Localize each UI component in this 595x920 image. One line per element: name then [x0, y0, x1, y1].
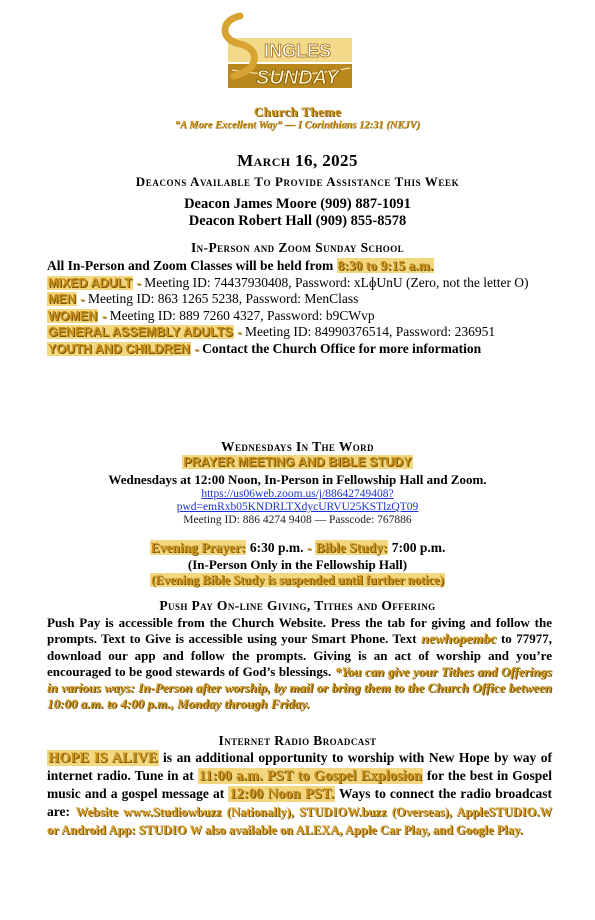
- intro-text: All In-Person and Zoom Classes will be held from: [47, 258, 337, 273]
- radio-text-2: for the best in Gospel music and a gospel message at: [47, 768, 552, 801]
- sunday-school-heading: In-Person and Zoom Sunday School: [191, 240, 404, 255]
- radio-time-2: 12:00 Noon PST.: [229, 786, 335, 802]
- wednesday-heading: Wednesdays In The Word: [221, 439, 374, 454]
- evening-location: (In-Person Only in the Fellowship Hall): [187, 557, 408, 572]
- deacon-line-1: Deacon James Moore (909) 887-1091: [184, 196, 411, 212]
- sunday-school-body: [47, 258, 552, 357]
- deacon-line-2: Deacon Robert Hall (909) 855-8578: [188, 213, 407, 229]
- bible-study-time: 7:00 p.m.: [388, 540, 446, 555]
- theme-verse: “A More Excellent Way” — I Corinthians 12:31 (NKJV): [174, 120, 421, 131]
- radio-text-1: is an additional opportunity to worship with New Hope by way of internet radio. Tune in at: [47, 750, 552, 783]
- class-mixed-adult: [47, 275, 552, 292]
- class-info: Meeting ID: 74437930408, Password: xLɸUnU (Zero, not the letter O): [144, 274, 529, 290]
- class-men: [47, 291, 552, 308]
- push-pay-heading: Push Pay On-line Giving, Tithes and Offering: [159, 598, 436, 613]
- class-sep: -: [133, 274, 145, 290]
- class-youth-children: [47, 341, 552, 358]
- class-info: Contact the Church Office for more information: [202, 340, 482, 356]
- radio-text-3: Ways to connect the radio broadcast are:: [47, 786, 552, 819]
- class-label: YOUTH AND CHILDREN: [48, 341, 190, 356]
- wednesday-meeting-id: Meeting ID: 886 4274 9408 — Passcode: 767886: [183, 514, 412, 526]
- bible-study-label: Bible Study:: [315, 540, 388, 555]
- class-label: MIXED ADULT: [48, 275, 133, 290]
- wednesday-subheading: PRAYER MEETING AND BIBLE STUDY: [183, 455, 412, 469]
- class-label: GENERAL ASSEMBLY ADULTS: [48, 325, 233, 339]
- evening-sep: -: [306, 540, 315, 555]
- evening-prayer-time: 6:30 p.m.: [246, 540, 307, 555]
- class-label: WOMEN: [48, 308, 98, 323]
- wednesday-line: Wednesdays at 12:00 Noon, In-Person in Fellowship Hall and Zoom.: [108, 472, 487, 487]
- class-sep: -: [98, 307, 110, 323]
- sunday-school-intro: [47, 258, 552, 275]
- evening-notice-wrap: [0, 573, 595, 588]
- class-sep: -: [76, 291, 89, 306]
- class-time: 8:30 to 9:15 a.m.: [337, 258, 434, 273]
- radio-time-1: 11:00 a.m. PST to Gospel Explosion: [198, 768, 422, 784]
- evening-notice: (Evening Bible Study is suspended until further notice): [151, 573, 444, 587]
- push-text-1: Push Pay is accessible from the Church Website. Press the tab for giving and follow the prompts. Text to Give is accessible using your Smart Phone. Text: [47, 615, 552, 646]
- theme-title: Church Theme: [253, 104, 342, 119]
- radio-ways: Website www.Studiowbuzz (Nationally), STUDIOW.buzz (Overseas), AppleSTUDIO.W or Android App: STUDIO W also available on ALEXA, Apple Car Play, and Google Play.: [47, 805, 552, 837]
- logo-bottom-text: SUNDAY: [256, 67, 339, 89]
- push-text-2: to 77977, download our app and follow the prompts. Giving is an act of worship and you’re encouraged to be good stewards of God’s blessings.: [47, 631, 552, 679]
- zoom-link-line-2[interactable]: pwd=emRxb05KNDRLTXdycURVU25KSTlzQT09: [176, 501, 419, 513]
- wednesday-sub-wrap: [0, 455, 595, 469]
- logo-top-text: INGLES: [264, 41, 332, 61]
- push-pay-body: [47, 615, 552, 712]
- evening-prayer-label: Evening Prayer:: [150, 540, 246, 555]
- class-women: [47, 308, 552, 325]
- date: March 16, 2025: [237, 151, 358, 170]
- hope-is-alive: HOPE IS ALIVE: [48, 750, 158, 766]
- singles-sunday-logo: [210, 10, 370, 95]
- class-info: Meeting ID: 84990376514, Password: 236951: [245, 324, 496, 339]
- text-keyword: newhopembc: [421, 632, 497, 647]
- radio-heading: Internet Radio Broadcast: [218, 733, 377, 748]
- class-sep: -: [190, 340, 203, 356]
- class-sep: -: [233, 324, 245, 339]
- class-info: Meeting ID: 863 1265 5238, Password: MenClass: [88, 291, 359, 306]
- evening-line: [0, 540, 595, 556]
- class-info: Meeting ID: 889 7260 4327, Password: b9CWvp: [109, 307, 375, 323]
- radio-body: [47, 749, 552, 839]
- zoom-link-line-1[interactable]: https://us06web.zoom.us/j/88642749408?: [201, 488, 394, 500]
- deacons-heading: Deacons Available To Provide Assistance This Week: [135, 174, 460, 189]
- class-general-assembly: [47, 324, 552, 341]
- giving-note: *You can give your Tithes and Offerings in various ways: In-Person after worship, by mail or bring them to the Church Office between 10:00 a.m. to 4:00 p.m., Monday through Friday.: [47, 664, 552, 711]
- class-label: MEN: [48, 292, 76, 306]
